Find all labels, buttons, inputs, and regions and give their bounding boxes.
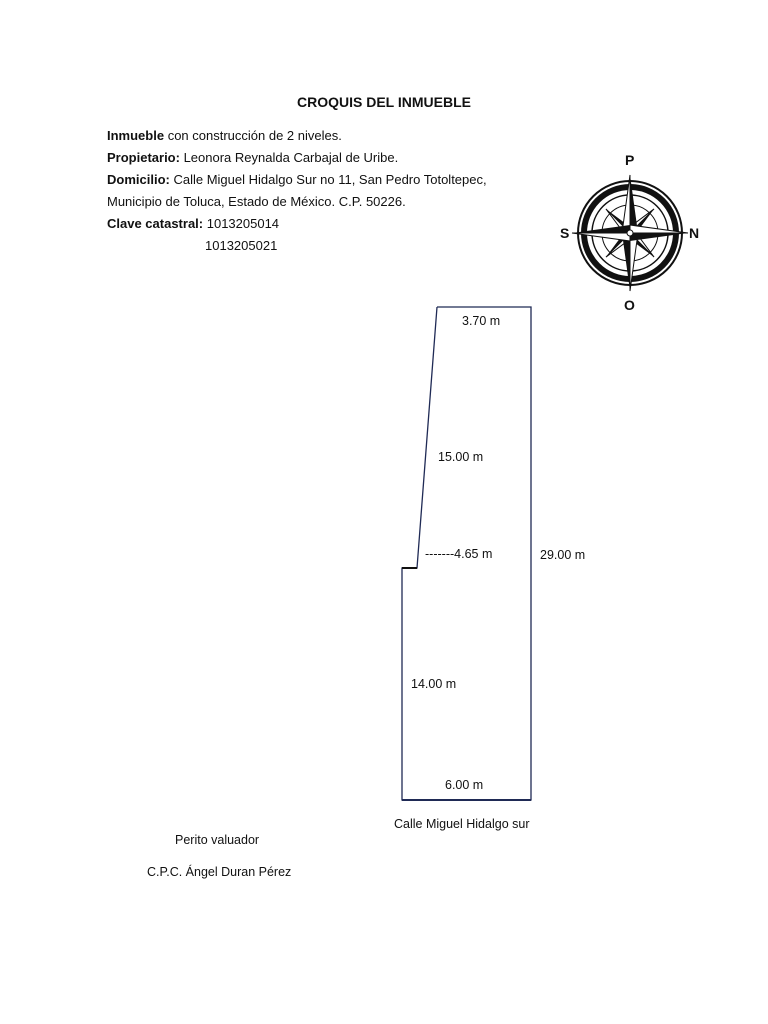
inmueble-label: Inmueble bbox=[107, 128, 165, 143]
upper-side-label: 15.00 m bbox=[438, 450, 484, 464]
inmueble-value: con construcción de 2 niveles. bbox=[164, 128, 342, 143]
top-width-label: 3.70 m bbox=[462, 314, 501, 328]
street-label: Calle Miguel Hidalgo sur bbox=[394, 817, 530, 831]
compass-label-bottom: O bbox=[624, 297, 635, 313]
right-side-label: 29.00 m bbox=[540, 548, 586, 562]
propietario-value: Leonora Reynalda Carbajal de Uribe. bbox=[179, 150, 399, 165]
lower-side-label: 14.00 m bbox=[411, 677, 457, 691]
domicilio-label: Domicilio: bbox=[107, 172, 170, 187]
compass-label-left: S bbox=[560, 225, 570, 241]
signature-name: C.P.C. Ángel Duran Pérez bbox=[147, 865, 292, 879]
clave-label: Clave catastral: bbox=[107, 216, 204, 231]
compass-label-top: P bbox=[625, 152, 635, 168]
clave-value-2: 1013205021 bbox=[205, 238, 278, 253]
step-label: -------4.65 m bbox=[425, 547, 493, 561]
compass-label-right: N bbox=[689, 225, 700, 241]
domicilio-line-2: Municipio de Toluca, Estado de México. C.P. 50226. bbox=[107, 194, 406, 209]
page-title: CROQUIS DEL INMUEBLE bbox=[297, 94, 471, 110]
domicilio-value-1: Calle Miguel Hidalgo Sur no 11, San Pedro Totoltepec, bbox=[169, 172, 487, 187]
propietario-label: Propietario: bbox=[107, 150, 180, 165]
bottom-width-label: 6.00 m bbox=[445, 778, 484, 792]
clave-value-1: 1013205014 bbox=[203, 216, 280, 231]
signature-role: Perito valuador bbox=[175, 833, 260, 847]
